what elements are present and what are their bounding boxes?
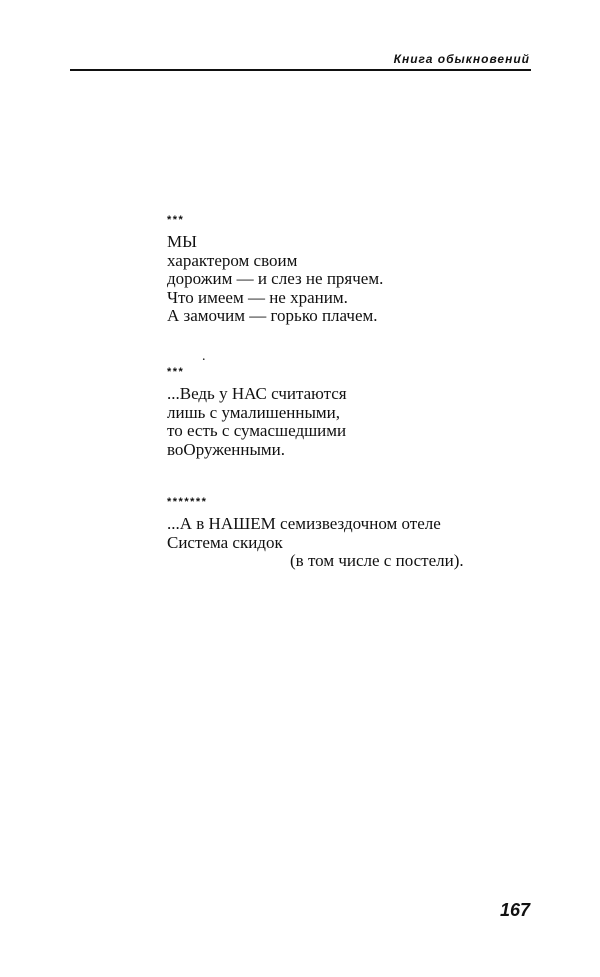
- poem-separator: ***: [167, 214, 185, 226]
- poem-line: Система скидок: [167, 532, 283, 552]
- stray-dot: .: [202, 349, 206, 364]
- poem-2: [167, 365, 347, 459]
- poem-1: [167, 213, 383, 326]
- poem-line: ...А в НАШЕМ семизвездочном отеле: [167, 514, 441, 533]
- page-number: 167: [499, 900, 530, 920]
- running-head-title: Книга обыкновений: [393, 52, 530, 66]
- poem-line: Что имеем — не храним.: [167, 287, 348, 307]
- poem-separator: *******: [167, 496, 208, 508]
- poem-line: (в том числе с постели).: [290, 551, 464, 570]
- poem-line: МЫ: [167, 232, 197, 251]
- poem-separator: ***: [167, 366, 185, 378]
- poem-3: [167, 495, 464, 571]
- poem-line: воОруженными.: [167, 439, 286, 459]
- poem-line: А замочим — горько плачем.: [167, 306, 378, 325]
- header-rule: [70, 69, 531, 71]
- poem-line: ...Ведь у НАС считаются: [167, 384, 347, 403]
- poem-line: то есть с сумасшедшими: [167, 421, 347, 440]
- poem-line: дорожим — и слез не прячем.: [167, 269, 384, 288]
- poem-line: характером своим: [167, 250, 298, 270]
- poem-line: лишь с умалишенными,: [167, 402, 341, 422]
